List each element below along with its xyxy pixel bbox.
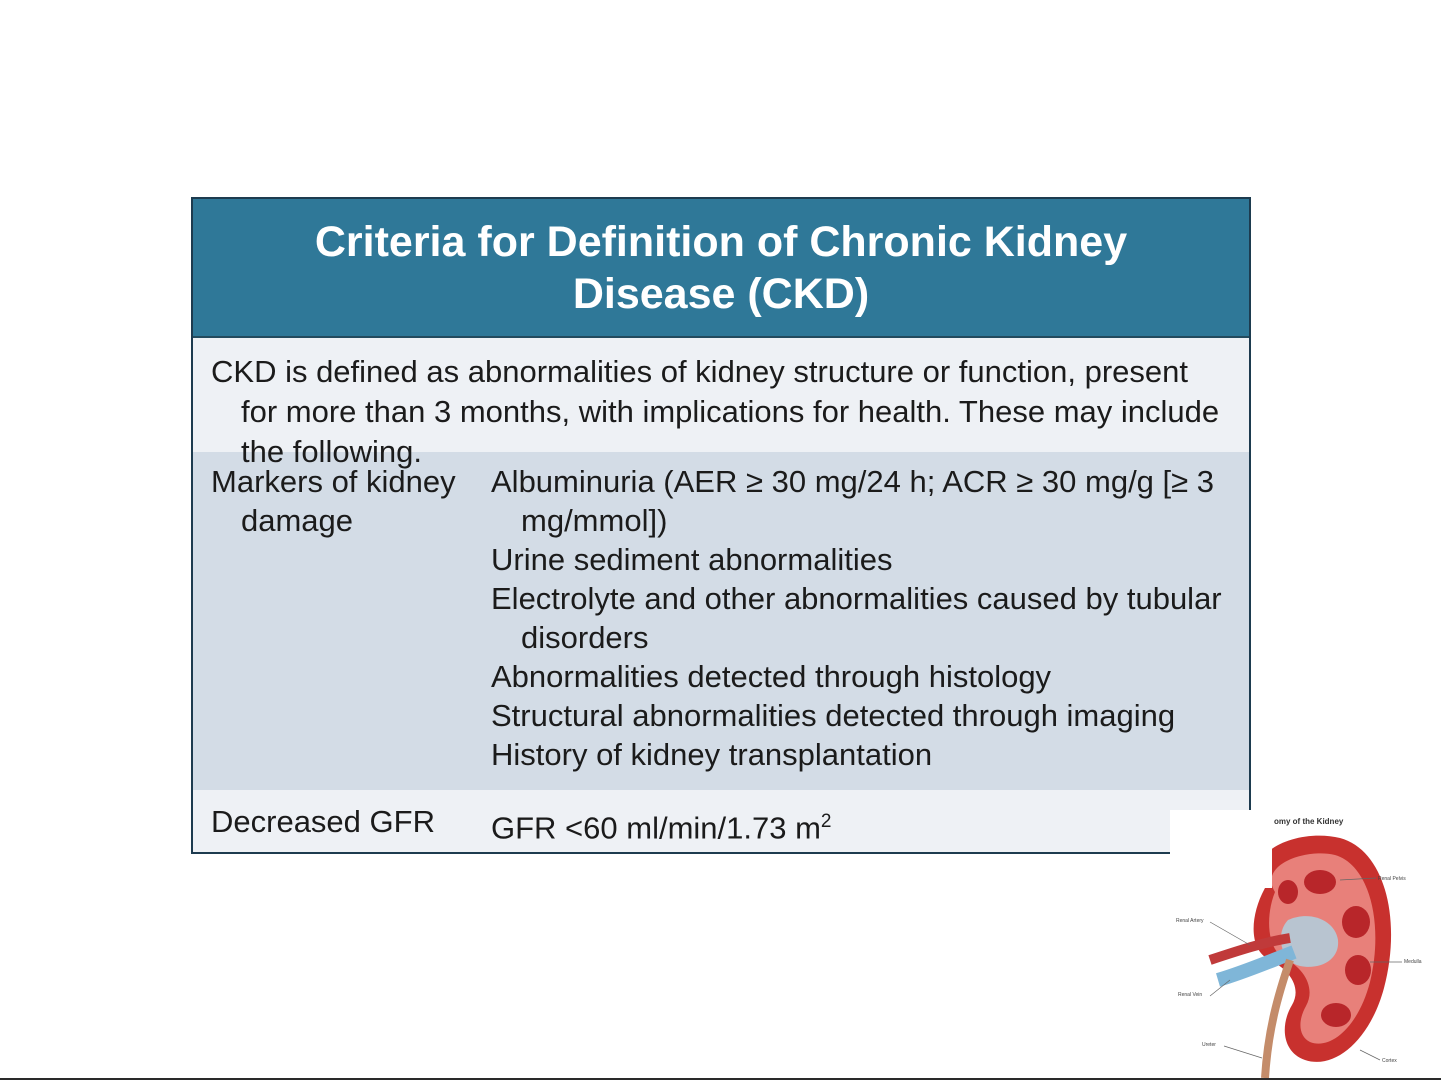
gfr-label: Decreased GFR [211, 804, 435, 839]
marker-item-electrolyte: Electrolyte and other abnormalities caused by tubular disorders [491, 581, 1222, 655]
gfr-value [491, 800, 831, 844]
marker-item-urine-sediment: Urine sediment abnormalities [491, 542, 893, 577]
kidney-anatomy-figure [1170, 810, 1441, 1078]
figure-title: omy of the Kidney [1274, 817, 1344, 826]
kidney-illustration [1170, 810, 1441, 1078]
label-renal-artery: Renal Artery [1176, 918, 1204, 924]
label-cortex: Cortex [1382, 1058, 1397, 1064]
label-medulla: Medulla [1404, 959, 1422, 965]
gfr-value-superscript: 2 [820, 811, 832, 832]
table-title: Criteria for Definition of Chronic Kidney Disease (CKD) [314, 217, 1128, 318]
table-title-bar [193, 199, 1249, 338]
gfr-value-text: GFR <60 ml/min/1.73 m [491, 810, 821, 846]
label-renal-pelvis: Renal Pelvis [1378, 876, 1406, 882]
intro-row [193, 338, 1249, 469]
ckd-criteria-table [191, 197, 1251, 854]
bottom-divider [0, 1078, 1441, 1080]
markers-label: Markers of kidney damage [211, 464, 456, 538]
marker-item-histology: Abnormalities detected through histology [491, 659, 1052, 694]
gfr-row [193, 790, 1249, 852]
marker-item-imaging: Structural abnormalities detected through imaging [491, 698, 1176, 733]
marker-item-transplant: History of kidney transplantation [491, 737, 933, 772]
markers-list [491, 462, 1231, 782]
intro-text: CKD is defined as abnormalities of kidney structure or function, present for more than 3 months, with implications for health. These may include the following. [211, 354, 1220, 469]
marker-item-albuminuria: Albuminuria (AER ≥ 30 mg/24 h; ACR ≥ 30 mg/g [≥ 3 mg/mmol]) [491, 464, 1215, 538]
label-renal-vein: Renal Vein [1178, 992, 1203, 998]
markers-row [193, 452, 1249, 790]
label-ureter: Ureter [1202, 1042, 1216, 1048]
